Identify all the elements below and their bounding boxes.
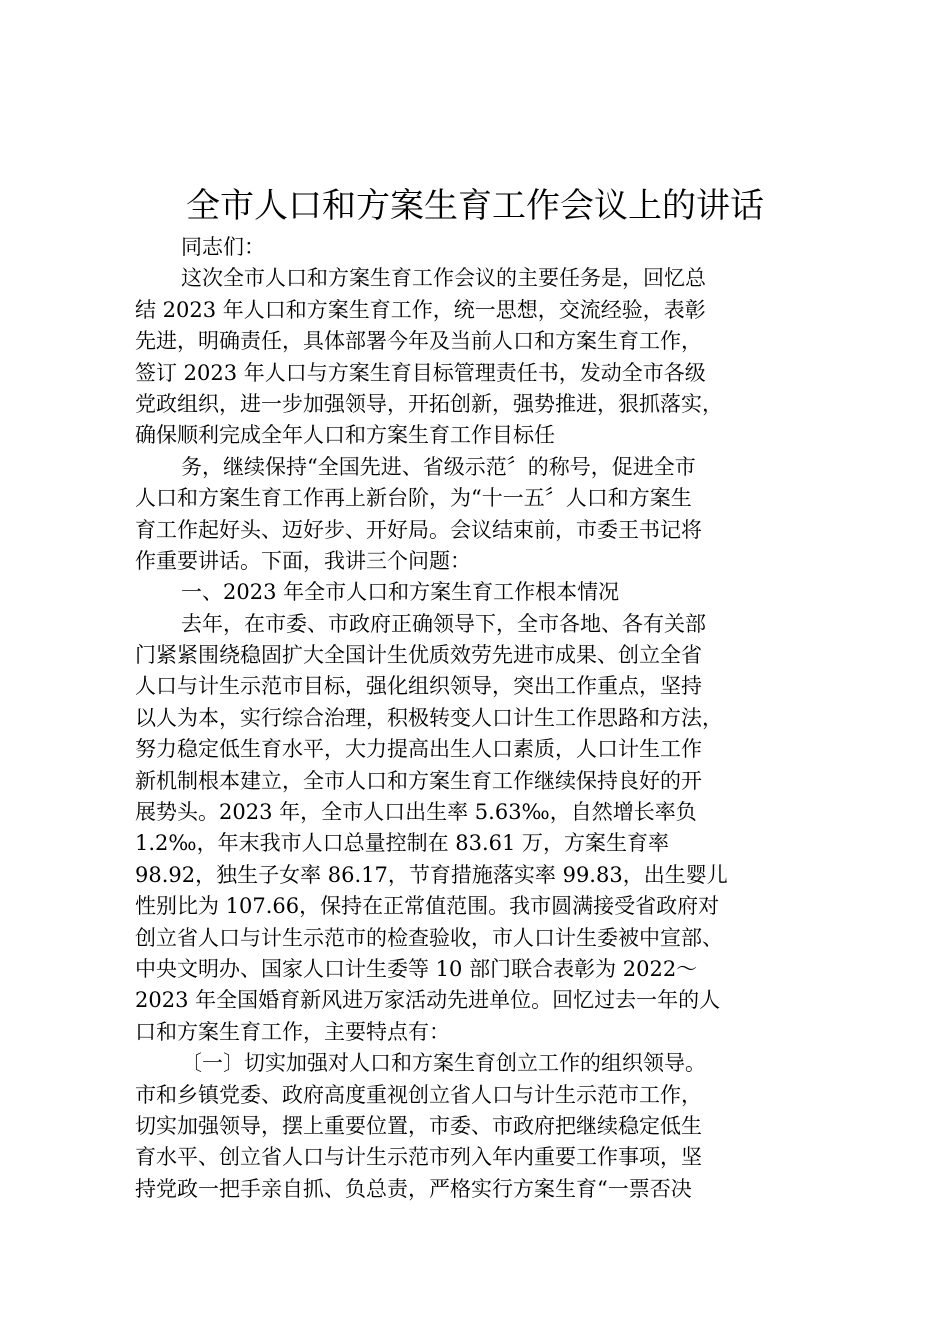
text-line: 创立省人口与计生示范市的检查验收，市人口计生委被中宣部、 bbox=[135, 925, 723, 950]
text-line: 展势头。2023 年，全市人口出生率 5.63‰，自然增长率负 bbox=[135, 800, 697, 825]
text-line: 切实加强领导，摆上重要位置，市委、市政府把继续稳定低生 bbox=[135, 1113, 702, 1138]
text-line: 一、2023 年全市人口和方案生育工作根本情况 bbox=[181, 580, 620, 605]
text-line: 〔一〕切实加强对人口和方案生育创立工作的组织领导。 bbox=[181, 1051, 706, 1076]
text-line: 签订 2023 年人口与方案生育目标管理责任书，发动全市各级 bbox=[135, 360, 706, 385]
text-line: 确保顺利完成全年人口和方案生育工作目标任 bbox=[135, 423, 555, 448]
document-body bbox=[135, 232, 825, 1205]
text-line: 人口和方案生育工作再上新台阶，为“十一五〞人口和方案生 bbox=[135, 486, 692, 511]
text-line: 务，继续保持“全国先进、省级示范〞的称号，促进全市 bbox=[181, 454, 696, 479]
text-line: 以人为本，实行综合治理，积极转变人口计生工作思路和方法， bbox=[135, 705, 723, 730]
text-line: 努力稳定低生育水平，大力提高出生人口素质，人口计生工作 bbox=[135, 737, 702, 762]
text-line: 新机制根本建立，全市人口和方案生育工作继续保持良好的开 bbox=[135, 768, 702, 793]
text-line: 育工作起好头、迈好步、开好局。会议结束前，市委王书记将 bbox=[135, 517, 702, 542]
text-line: 性别比为 107.66，保持在正常值范围。我市圆满接受省政府对 bbox=[135, 894, 720, 919]
text-line: 这次全市人口和方案生育工作会议的主要任务是，回忆总 bbox=[181, 266, 706, 291]
text-line: 1.2‰，年末我市人口总量控制在 83.61 万，方案生育率 bbox=[135, 831, 670, 856]
text-line: 98.92，独生子女率 86.17，节育措施落实率 99.83，出生婴儿 bbox=[135, 862, 728, 887]
text-line: 结 2023 年人口和方案生育工作，统一思想，交流经验，表彰 bbox=[135, 297, 706, 322]
text-line: 人口与计生示范市目标，强化组织领导，突出工作重点，坚持 bbox=[135, 674, 702, 699]
text-line: 中央文明办、国家人口计生委等 10 部门联合表彰为 2022～ bbox=[135, 956, 698, 981]
text-line: 市和乡镇党委、政府高度重视创立省人口与计生示范市工作， bbox=[135, 1082, 702, 1107]
text-line: 同志们： bbox=[181, 235, 265, 259]
text-line: 门紧紧围绕稳固扩大全国计生优质效劳先进市成果、创立全省 bbox=[135, 643, 702, 668]
text-line: 先进，明确责任，具体部署今年及当前人口和方案生育工作， bbox=[135, 329, 702, 354]
document-title: 全市人口和方案生育工作会议上的讲话 bbox=[186, 186, 764, 226]
text-line: 2023 年全国婚育新风进万家活动先进单位。回忆过去一年的人 bbox=[135, 988, 721, 1013]
text-line: 口和方案生育工作，主要特点有： bbox=[135, 1019, 450, 1044]
text-line: 育水平、创立省人口与计生示范市列入年内重要工作事项，坚 bbox=[135, 1145, 702, 1170]
text-line: 作重要讲话。下面，我讲三个问题： bbox=[135, 548, 471, 573]
text-line: 持党政一把手亲自抓、负总责，严格实行方案生育“一票否决 bbox=[135, 1176, 692, 1201]
text-line: 党政组织，进一步加强领导，开拓创新，强势推进，狠抓落实， bbox=[135, 391, 723, 416]
text-line: 去年，在市委、市政府正确领导下，全市各地、各有关部 bbox=[181, 611, 706, 636]
